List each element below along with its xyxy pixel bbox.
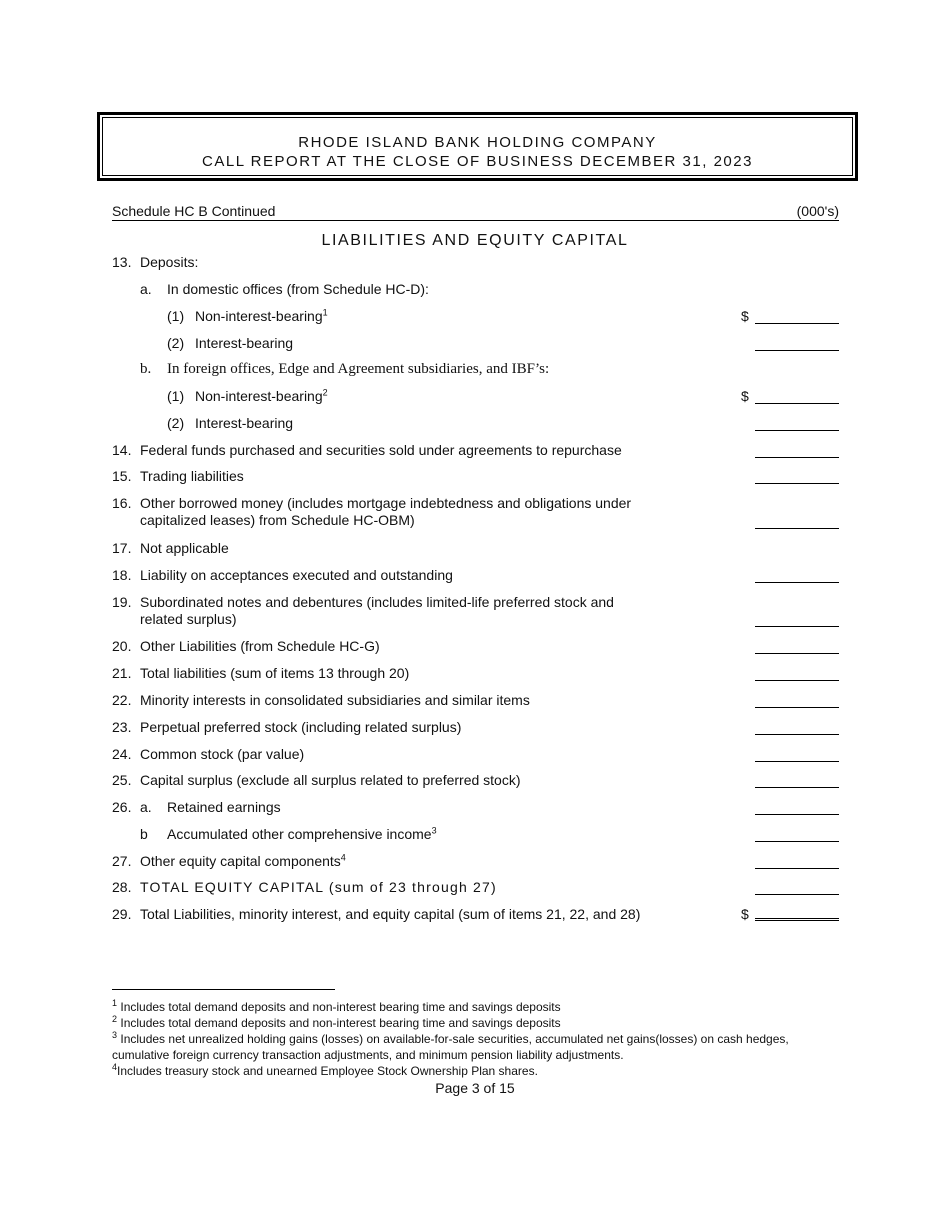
amount-field-14[interactable] <box>755 457 839 458</box>
report-title-inner <box>102 117 853 176</box>
sub-letter: a. <box>140 799 152 815</box>
page-number: Page 3 of 15 <box>435 1080 515 1096</box>
item-label-wrap <box>195 308 328 325</box>
footnote-mark: 4 <box>112 1062 118 1072</box>
dollar-sign: $ <box>741 388 749 404</box>
amount-field-28[interactable] <box>755 894 839 895</box>
item-label-wrap <box>195 388 328 405</box>
item-label: Other borrowed money (includes mortgage indebtedness and obligations under capitalized leases) from Schedule HC-OBM) <box>140 495 632 528</box>
item-number: 26. <box>112 799 132 815</box>
amount-field-13a1[interactable] <box>755 323 839 324</box>
item-label: Interest-bearing <box>195 335 294 351</box>
item-label: Interest-bearing <box>195 415 294 431</box>
amount-field-26b[interactable] <box>755 841 839 842</box>
sub-number: (1) <box>167 308 185 324</box>
item-number: 14. <box>112 442 132 458</box>
item-number: 15. <box>112 468 132 484</box>
item-number: 17. <box>112 540 132 556</box>
sub-letter: a. <box>140 281 152 297</box>
item-number: 27. <box>112 853 132 869</box>
footnote-ref: 1 <box>322 307 328 318</box>
sub-letter: b <box>140 826 148 842</box>
section-title: LIABILITIES AND EQUITY CAPITAL <box>321 232 629 249</box>
footnote-2 <box>112 1015 832 1031</box>
sub-number: (2) <box>167 415 185 431</box>
item-number: 19. <box>112 594 132 610</box>
amount-field-13b1[interactable] <box>755 403 839 404</box>
item-number: 24. <box>112 746 132 762</box>
footnote-text: Includes total demand deposits and non-interest bearing time and savings deposits <box>120 1016 561 1030</box>
item-number: 13. <box>112 254 132 270</box>
amount-field-25[interactable] <box>755 787 839 788</box>
amount-field-15[interactable] <box>755 483 839 484</box>
amount-field-16[interactable] <box>755 528 839 529</box>
footnote-ref: 2 <box>322 387 328 398</box>
item-label: Deposits: <box>140 254 199 270</box>
item-label: Other Liabilities (from Schedule HC-G) <box>140 638 380 654</box>
footnote-rule <box>112 989 335 990</box>
report-period: CALL REPORT AT THE CLOSE OF BUSINESS DECEMBER 31, 2023 <box>202 153 753 170</box>
item-label: Liability on acceptances executed and outstanding <box>140 567 453 583</box>
schedule-header <box>112 203 839 221</box>
item-number: 29. <box>112 906 132 922</box>
footnote-mark: 3 <box>112 1030 118 1040</box>
footnote-ref: 3 <box>431 825 437 836</box>
footnote-1 <box>112 999 832 1015</box>
amount-field-20[interactable] <box>755 653 839 654</box>
item-number: 23. <box>112 719 132 735</box>
footnote-4 <box>112 1063 832 1079</box>
item-label: In foreign offices, Edge and Agreement subsidiaries, and IBF’s: <box>167 361 550 377</box>
amount-field-18[interactable] <box>755 582 839 583</box>
item-label: Common stock (par value) <box>140 746 305 762</box>
amount-field-21[interactable] <box>755 680 839 681</box>
item-number: 20. <box>112 638 132 654</box>
sub-number: (1) <box>167 388 185 404</box>
dollar-sign: $ <box>741 308 749 324</box>
sub-number: (2) <box>167 335 185 351</box>
amount-field-27[interactable] <box>755 868 839 869</box>
amount-field-19[interactable] <box>755 626 839 627</box>
footnote-mark: 1 <box>112 998 118 1008</box>
report-title-box <box>97 112 858 181</box>
item-number: 21. <box>112 665 132 681</box>
item-label-wrap <box>140 853 650 870</box>
item-label: Accumulated other comprehensive income <box>167 826 432 842</box>
item-label: Non-interest-bearing <box>195 388 323 404</box>
amount-field-13b2[interactable] <box>755 430 839 431</box>
item-number: 16. <box>112 495 132 511</box>
item-label: TOTAL EQUITY CAPITAL (sum of 23 through 27) <box>140 879 497 895</box>
item-label: Retained earnings <box>167 799 281 815</box>
item-label-wrap <box>167 826 437 843</box>
footnote-text: Includes total demand deposits and non-interest bearing time and savings deposits <box>120 1000 561 1014</box>
item-label: Subordinated notes and debentures (includes limited-life preferred stock and related surplus) <box>140 594 614 627</box>
item-label: Non-interest-bearing <box>195 308 323 324</box>
units-label: (000's) <box>796 203 839 219</box>
item-label: In domestic offices (from Schedule HC-D): <box>167 281 429 297</box>
item-label: Perpetual preferred stock (including related surplus) <box>140 719 462 735</box>
footnote-text: Includes treasury stock and unearned Employee Stock Ownership Plan shares. <box>117 1064 538 1078</box>
footnote-3 <box>112 1031 832 1063</box>
footnote-text: Includes net unrealized holding gains (losses) on available-for-sale securities, accumulated net gains(losses) on cash hedges, cumulative foreign currency transaction adjustments, and minimum pension liability adjustments. <box>112 1032 789 1062</box>
amount-field-22[interactable] <box>755 707 839 708</box>
item-label: Trading liabilities <box>140 468 244 484</box>
item-label: Total Liabilities, minority interest, and equity capital (sum of items 21, 22, and 28) <box>140 906 641 922</box>
amount-field-26a[interactable] <box>755 814 839 815</box>
footnotes <box>112 999 832 1079</box>
amount-field-24[interactable] <box>755 761 839 762</box>
item-label: Other equity capital components <box>140 853 341 869</box>
item-number: 28. <box>112 879 132 895</box>
item-label: Not applicable <box>140 540 229 556</box>
dollar-sign: $ <box>741 906 749 922</box>
item-label: Minority interests in consolidated subsidiaries and similar items <box>140 692 530 708</box>
schedule-label: Schedule HC B Continued <box>112 203 276 219</box>
item-number: 25. <box>112 772 132 788</box>
amount-field-29-total[interactable] <box>755 918 839 921</box>
sub-letter: b. <box>140 361 152 377</box>
item-label: Total liabilities (sum of items 13 through 20) <box>140 665 410 681</box>
amount-field-13a2[interactable] <box>755 350 839 351</box>
item-label: Capital surplus (exclude all surplus related to preferred stock) <box>140 772 521 788</box>
footnote-ref: 4 <box>340 852 346 863</box>
item-label: Federal funds purchased and securities sold under agreements to repurchase <box>140 442 622 458</box>
footnote-mark: 2 <box>112 1014 118 1024</box>
item-number: 22. <box>112 692 132 708</box>
bank-name: RHODE ISLAND BANK HOLDING COMPANY <box>298 134 657 151</box>
amount-field-23[interactable] <box>755 734 839 735</box>
item-number: 18. <box>112 567 132 583</box>
